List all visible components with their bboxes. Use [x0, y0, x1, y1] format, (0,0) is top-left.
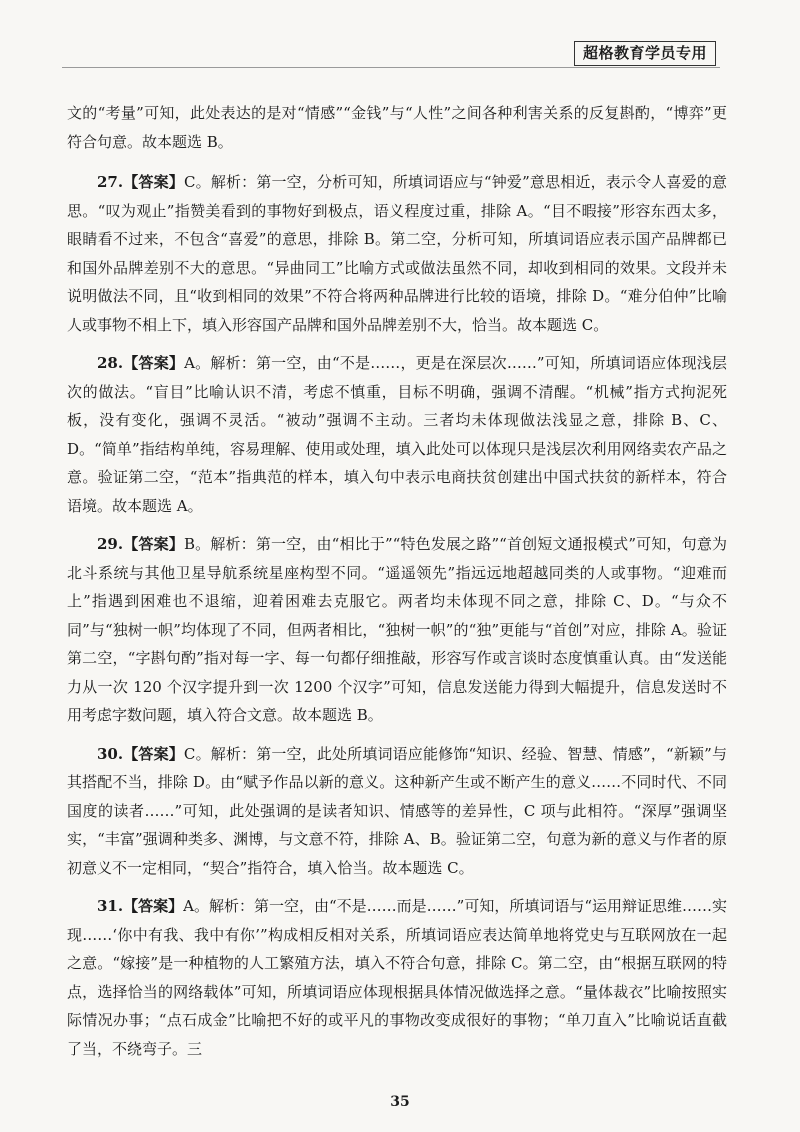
answer-tag: 【答案】: [123, 173, 184, 191]
question-28: [67, 349, 727, 520]
answer-letter: A: [184, 354, 195, 372]
explanation-text: 。解析：第一空，由“不是……而是……”可知，所填词语与“运用辩证思维……实现……‘你中有我、我中有你’”构成相反相对关系，所填词语应表达简单地将党史与互联网放在一起之意。“嫁接”是一种植物的人工繁殖方法，填入不符合句意，排除 C。第二空，由“根据互联网的特点，选择恰当的网络载体”可知，所填词语应体现根据具体情况做选择之意。“量体裁衣”比喻按照实际情况办事；“点石成金”比喻把不好的或平凡的事物改变成很好的事物；“单刀直入”比喻说话直截了当，不绕弯子。三: [67, 897, 727, 1058]
question-number: 28.: [97, 354, 124, 372]
question-31: [67, 892, 727, 1063]
page-number: 35: [390, 1094, 410, 1110]
answer-letter: A: [183, 897, 194, 915]
header-divider: [62, 67, 720, 68]
explanation-text: 。解析：第一空，由“不是……，更是在深层次……”可知，所填词语应体现浅层次的做法。“盲目”比喻认识不清，考虑不慎重，目标不明确，强调不清醒。“机械”指方式拘泥死板，没有变化，强调不灵活。“被动”强调不主动。三者均未体现做法浅显之意，排除 B、C、D。“简单”指结构单纯，容易理解、使用或处理，填入此处可以体现只是浅层次利用网络卖农产品之意。验证第二空，“范本”指典范的样本，填入句中表示电商扶贫创建出中国式扶贫的新样本，符合语境。故本题选 A。: [67, 354, 727, 515]
intro-paragraph: 文的“考量”可知，此处表达的是对“情感”“金钱”与“人性”之间各种利害关系的反复斟酌，“博弈”更符合句意。故本题选 B。: [67, 104, 727, 151]
explanation-text: 。解析：第一空，分析可知，所填词语应与“钟爱”意思相近，表示令人喜爱的意思。“叹为观止”指赞美看到的事物好到极点，语义程度过重，排除 A。“目不暇接”形容东西太多，眼睛看不过来，不包含“喜爱”的意思，排除 B。第二空，分析可知，所填词语应表示国产品牌都已和国外品牌差别不大的意思。“异曲同工”比喻方式或做法虽然不同，却收到相同的效果。文段并未说明做法不同，且“收到相同的效果”不符合将两种品牌进行比较的语境，排除 D。“难分伯仲”比喻人或事物不相上下，填入形容国产品牌和国外品牌差别不大，恰当。故本题选 C。: [67, 173, 727, 334]
question-number: 29.: [97, 535, 124, 553]
explanation-text: 。解析：第一空，由“相比于”“特色发展之路”“首创短文通报模式”可知，句意为北斗系统与其他卫星导航系统星座构型不同。“遥遥领先”指远远地超越同类的人或事物。“迎难而上”指遇到困难也不退缩，迎着困难去克服它。两者均未体现不同之意，排除 C、D。“与众不同”与“独树一帜”均体现了不同，但两者相比，“独树一帜”的“独”更能与“首创”对应，排除 A。验证第二空，“字斟句酌”指对每一字、每一句都仔细推敲，形容写作或言谈时态度慎重认真。由“发送能力从一次 120 个汉字提升到一次 1200 个汉字”可知，信息发送能力得到大幅提升，信息发送时不用考虑字数问题，填入符合文意。故本题选 B。: [67, 535, 727, 724]
answer-tag: 【答案】: [123, 535, 184, 553]
answer-tag: 【答案】: [123, 354, 185, 372]
question-number: 30.: [97, 744, 124, 763]
explanation-text: 。解析：第一空，此处所填词语应能修饰“知识、经验、智慧、情感”，“新颖”与其搭配不当，排除 D。由“赋予作品以新的意义。这种新产生或不断产生的意义……不同时代、不同国度的读者……”可知，此处强调的是读者知识、情感等的差异性，C 项与此相符。“深厚”强调坚实，“丰富”强调种类多、渊博，与文意不符，排除 A、B。验证第二空，句意为新的意义与作者的原初意义不一定相同，“契合”指符合，填入恰当。故本题选 C。: [67, 744, 727, 877]
answer-letter: C: [183, 744, 196, 763]
question-number: 31.: [97, 897, 124, 915]
answer-tag: 【答案】: [123, 897, 184, 915]
question-29: [67, 530, 727, 730]
answer-letter: C: [183, 173, 196, 191]
header-badge: 超格教育学员专用: [574, 41, 716, 66]
answer-content: [67, 99, 727, 1073]
question-number: 27.: [97, 173, 124, 191]
answer-tag: 【答案】: [123, 744, 184, 763]
question-27: [67, 168, 727, 339]
question-30: [67, 740, 727, 883]
answer-letter: B: [183, 535, 195, 553]
